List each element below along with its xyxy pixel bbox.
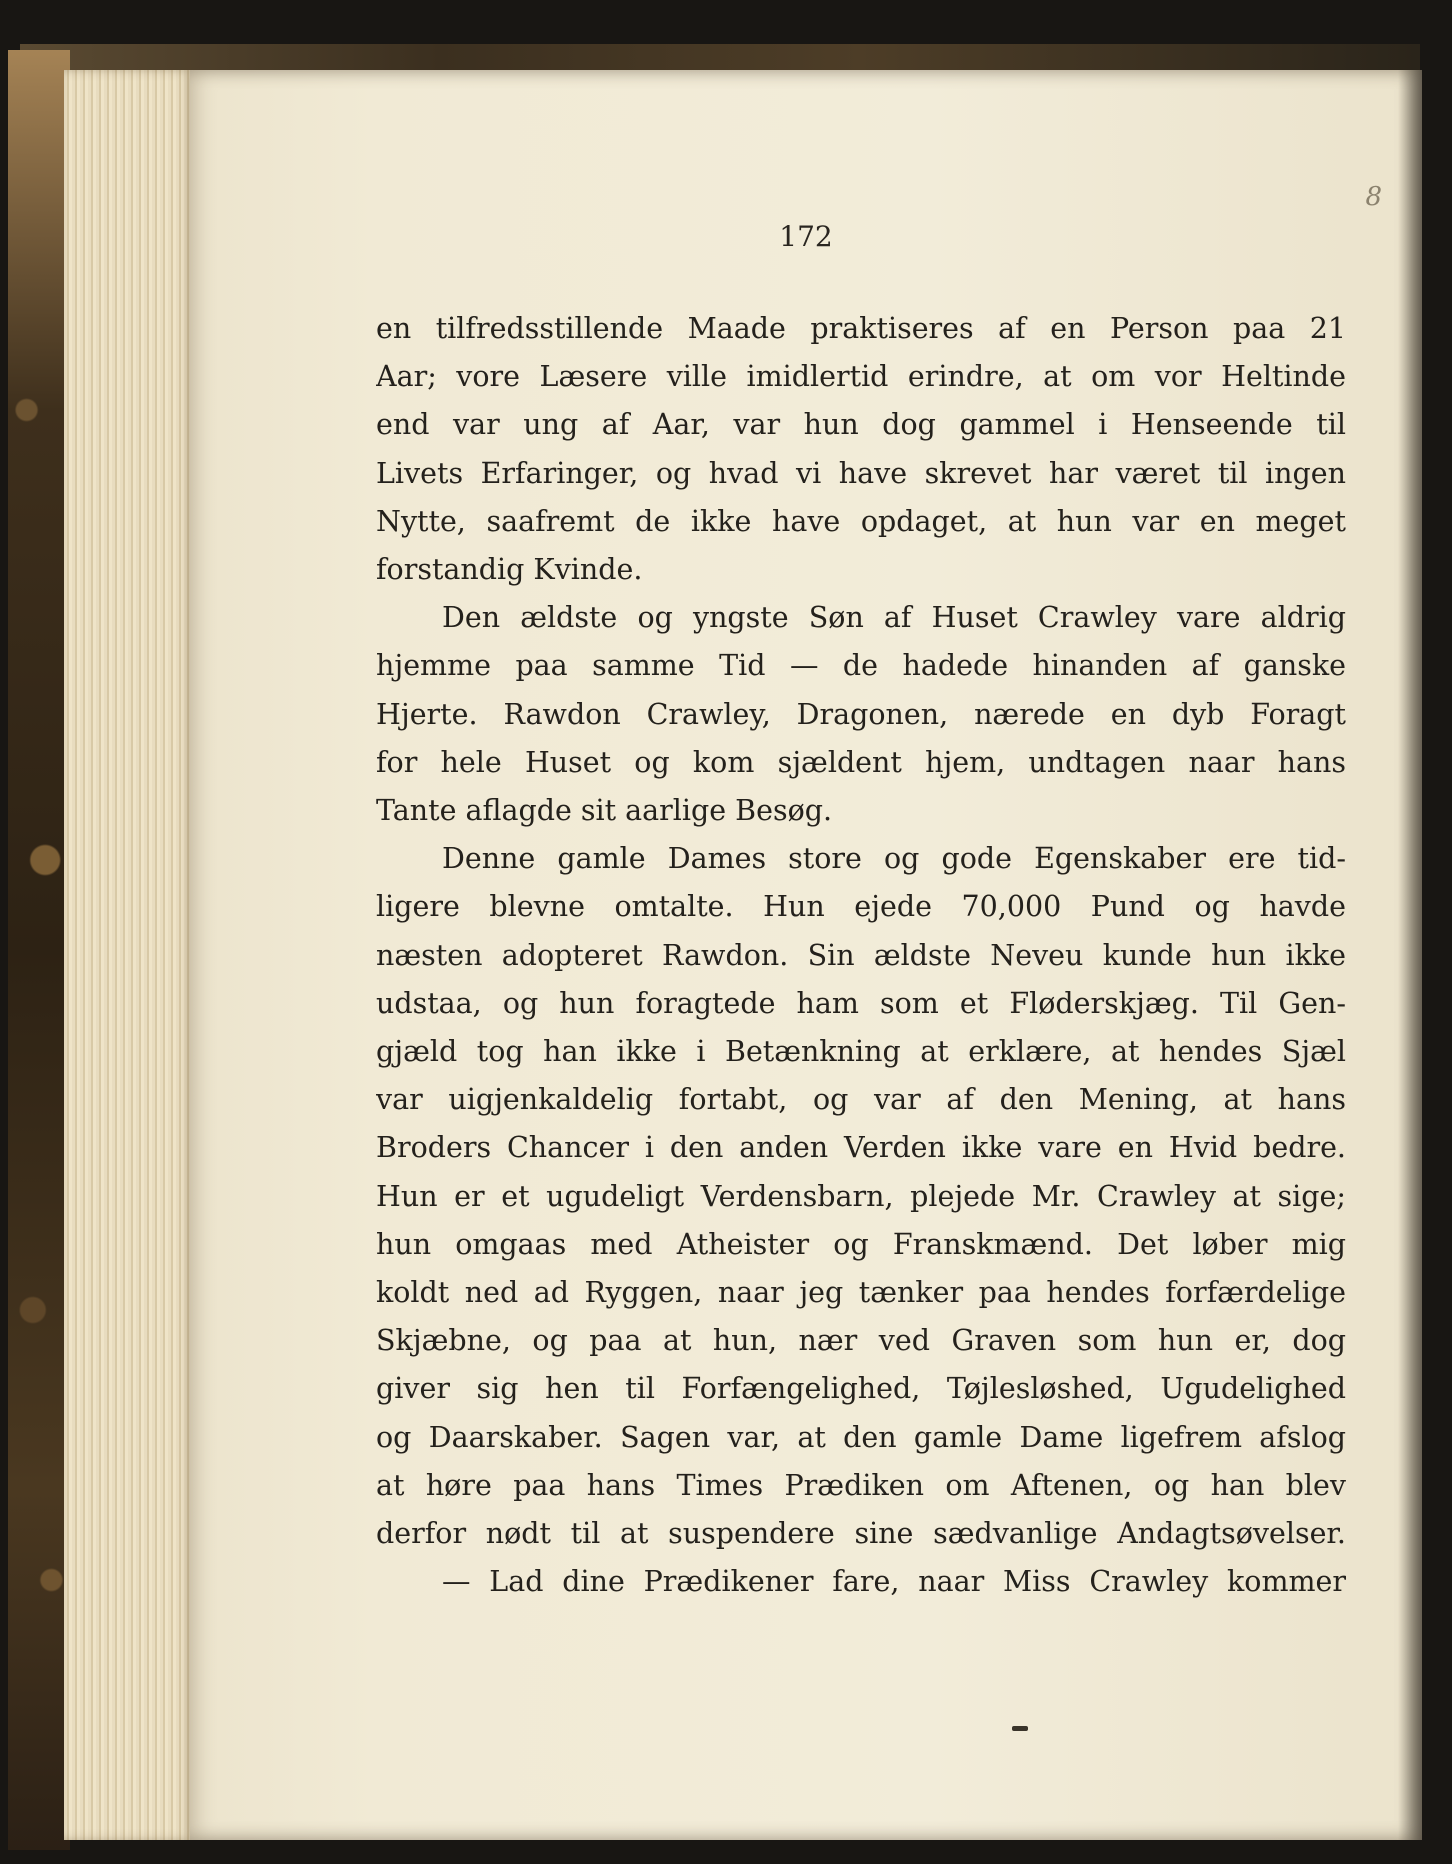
text-line: Aar; vore Læsere ville imidlertid erindre, at om vor Heltinde [376,360,1346,394]
text-line: Skjæbne, og paa at hun, nær ved Graven som hun er, dog [376,1324,1346,1358]
text-line: udstaa, og hun foragtede ham som et Fløderskjæg. Til Gen- [376,986,1346,1020]
text-line: Den ældste og yngste Søn af Huset Crawley vare aldrig [442,601,1346,635]
book-cover-marbled-edge [8,50,70,1850]
gutter-shadow [1398,70,1422,1840]
text-line: Hjerte. Rawdon Crawley, Dragonen, nærede en dyb Foragt [376,697,1346,731]
text-line: hun omgaas med Atheister og Franskmænd. Det løber mig [376,1227,1346,1261]
book-page [190,70,1422,1840]
text-line: Broders Chancer i den anden Verden ikke vare en Hvid bedre. [376,1131,1346,1165]
text-line: næsten adopteret Rawdon. Sin ældste Neveu kunde hun ikke [376,938,1346,972]
text-line: koldt ned ad Ryggen, naar jeg tænker paa hendes forfærdelige [376,1276,1346,1310]
text-line: at høre paa hans Times Prædiken om Aftenen, og han blev [376,1468,1346,1502]
text-line: var uigjenkaldelig fortabt, og var af den Mening, at hans [376,1083,1346,1117]
text-line: — Lad dine Prædikener fare, naar Miss Crawley kommer [442,1565,1346,1599]
text-line: hjemme paa samme Tid — de hadede hinanden af ganske [376,649,1346,683]
page-stack-edge [64,70,194,1840]
text-line: Hun er et ugudeligt Verdensbarn, plejede Mr. Crawley at sige; [376,1179,1346,1213]
text-line: Livets Erfaringer, og hvad vi have skrevet har været til ingen [376,456,1346,490]
text-line: gjæld tog han ikke i Betænkning at erklære, at hendes Sjæl [376,1035,1346,1069]
margin-pencil-mark: 8 [1365,182,1382,212]
ink-speck [1012,1726,1028,1731]
text-line: end var ung af Aar, var hun dog gammel i Henseende til [376,408,1346,442]
text-line: giver sig hen til Forfængelighed, Tøjlesløshed, Ugudelighed [376,1372,1346,1406]
text-line: forstandig Kvinde. [376,553,643,587]
text-line: ligere blevne omtalte. Hun ejede 70,000 Pund og havde [376,890,1346,924]
text-line: Nytte, saafremt de ikke have opdaget, at hun var en meget [376,504,1346,538]
text-line: for hele Huset og kom sjældent hjem, undtagen naar hans [376,745,1346,779]
text-line: en tilfredsstillende Maade praktiseres af en Person paa 21 [376,312,1346,345]
text-line: Tante aflagde sit aarlige Besøg. [376,794,833,828]
text-line: og Daarskaber. Sagen var, at den gamle Dame ligefrem afslog [376,1420,1346,1454]
text-line: Denne gamle Dames store og gode Egenskaber ere tid- [442,842,1346,876]
text-line: derfor nødt til at suspendere sine sædvanlige Andagtsøvelser. [376,1517,1346,1551]
body-text [376,305,1346,1606]
page-number: 172 [779,220,833,253]
